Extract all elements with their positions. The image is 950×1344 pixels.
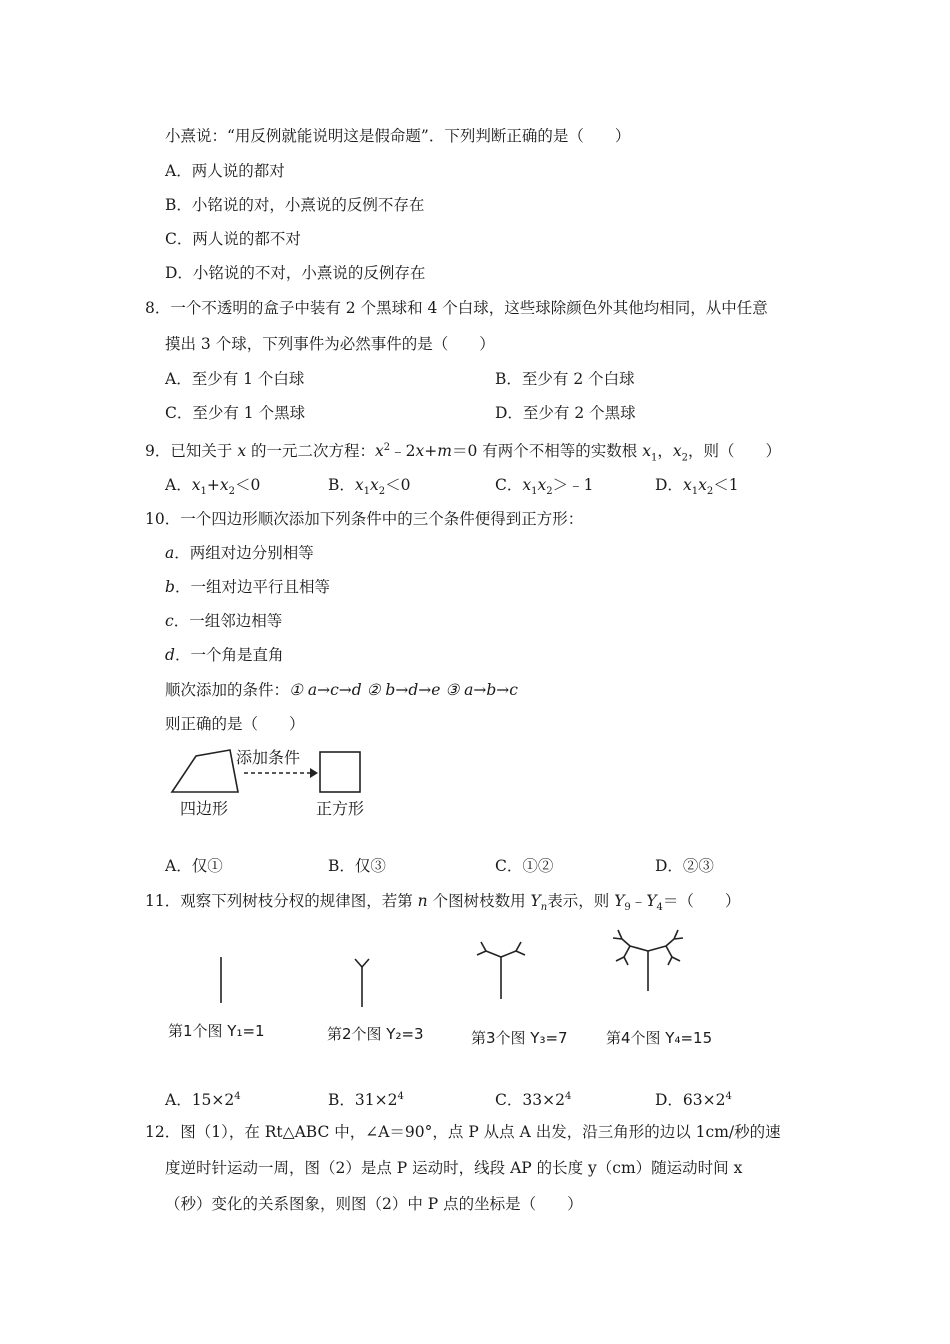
q11-option-d[interactable]: D．$63\times 2^4$: [655, 1091, 732, 1110]
q10-condition-d: d．一个角是直角: [165, 646, 284, 664]
q11-option-c[interactable]: C．$33\times 2^4$: [495, 1091, 572, 1110]
q11-stem: 11．观察下列树枝分杈的规律图，若第 n 个图树枝数用 $Y_n$表示，则 $Y_9﹣Y_4=$（ ）: [145, 892, 741, 914]
q10-option-b[interactable]: B．仅③: [328, 857, 386, 875]
q7-option-d[interactable]: D．小铭说的不对，小熹说的反例存在: [165, 264, 426, 282]
q10-condition-c: c．一组邻边相等: [165, 612, 283, 630]
q11-caption-4: 第4个图 Y₄=15: [606, 1029, 713, 1047]
q10-fig-right-label: 正方形: [316, 799, 365, 818]
tree-3: [477, 942, 525, 999]
q10-option-d[interactable]: D．②③: [655, 857, 714, 875]
q10-condition-a: a．两组对边分别相等: [165, 544, 314, 562]
q7-option-a[interactable]: A．两人说的都对: [165, 162, 285, 180]
q11-caption-1: 第1个图 Y₁=1: [168, 1022, 265, 1040]
q10-option-a[interactable]: A．仅①: [165, 857, 223, 875]
q10-ask: 则正确的是（ ）: [165, 715, 305, 733]
q10-option-c[interactable]: C．①②: [495, 857, 554, 875]
q10-stem: 10．一个四边形顺次添加下列条件中的三个条件便得到正方形：: [145, 510, 584, 528]
q8-option-a[interactable]: A．至少有 1 个白球: [165, 370, 305, 388]
q11-option-a[interactable]: A．$15\times 2^4$: [165, 1091, 241, 1110]
quadrilateral-shape: [172, 750, 238, 792]
q8-stem-line2: 摸出 3 个球，下列事件为必然事件的是（ ）: [165, 335, 495, 353]
q9-option-c[interactable]: C．$x_1x_2>﹣1$: [495, 476, 594, 498]
q11-option-b[interactable]: B．$31\times 2^4$: [328, 1091, 404, 1110]
square-shape: [320, 752, 360, 792]
tree-4: [613, 930, 683, 991]
q10-fig-arrow-label: 添加条件: [236, 748, 301, 767]
q9-option-d[interactable]: D．$x_1x_2<1$: [655, 476, 739, 498]
q10-condition-b: b．一组对边平行且相等: [165, 578, 330, 596]
q11-tree-figures: [150, 925, 750, 1035]
q8-option-c[interactable]: C．至少有 1 个黑球: [165, 404, 306, 422]
q12-stem-line3: （秒）变化的关系图象，则图（2）中 P 点的坐标是（ ）: [165, 1195, 583, 1213]
q9-option-b[interactable]: B．$x_1x_2<0$: [328, 476, 411, 498]
q8-option-b[interactable]: B．至少有 2 个白球: [495, 370, 635, 388]
q12-stem-line2: 度逆时针运动一周，图（2）是点 P 运动时，线段 AP 的长度 y（cm）随运动时间 x: [165, 1159, 743, 1177]
q9-option-a[interactable]: A．$x_1+x_2<0$: [165, 476, 261, 498]
q11-caption-2: 第2个图 Y₂=3: [327, 1025, 424, 1043]
q8-option-d[interactable]: D．至少有 2 个黑球: [495, 404, 636, 422]
tree-2: [355, 959, 369, 1007]
arrow-head-icon: [310, 768, 318, 778]
q10-fig-left-label: 四边形: [180, 799, 229, 818]
q9-stem: 9．已知关于 x 的一元二次方程：$x^2﹣2x+m=0$ 有两个不相等的实数根 $x_1$，$x_2$，则（ ）: [145, 442, 781, 464]
q10-sequences: 顺次添加的条件：① a→c→d ② b→d→e ③ a→b→c: [165, 681, 518, 699]
q7-stem: 小熹说：“用反例就能说明这是假命题”．下列判断正确的是（ ）: [165, 127, 631, 145]
q11-caption-3: 第3个图 Y₃=7: [471, 1029, 568, 1047]
q12-stem-line1: 12．图（1），在 Rt△ABC 中，∠A＝90°，点 P 从点 A 出发，沿三角形的边以 1cm/秒的速: [145, 1123, 781, 1141]
q7-option-c[interactable]: C．两人说的都不对: [165, 230, 301, 248]
q7-option-b[interactable]: B．小铭说的对，小熹说的反例不存在: [165, 196, 425, 214]
q8-stem-line1: 8．一个不透明的盒子中装有 2 个黑球和 4 个白球，这些球除颜色外其他均相同，从中任意: [145, 299, 768, 317]
